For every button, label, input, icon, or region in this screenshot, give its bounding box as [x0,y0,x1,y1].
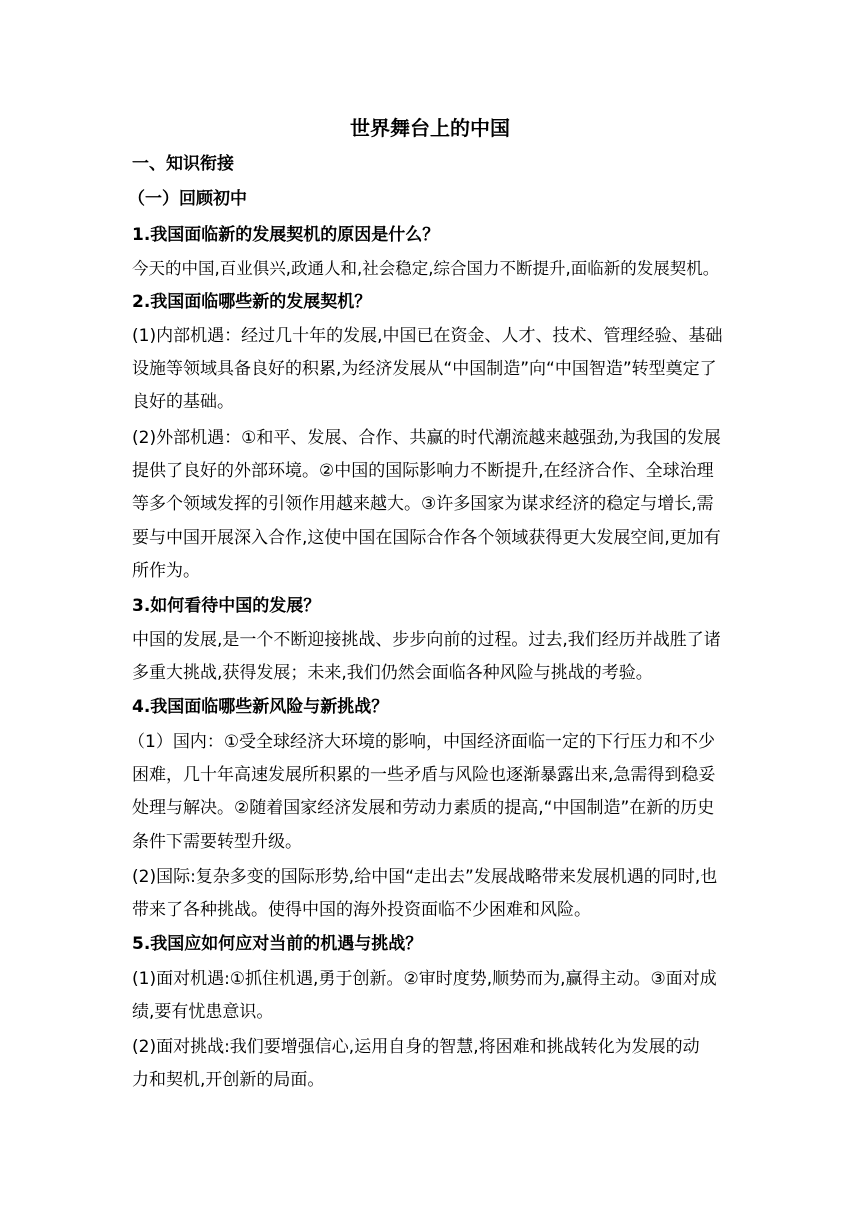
paragraph-line: 提供了良好的外部环境。②中国的国际影响力不断提升,在经济合作、全球治理 [132,461,714,481]
paragraph-line: 设施等领域具备良好的积累,为经济发展从“中国制造”向“中国智造”转型奠定了 [132,359,717,379]
paragraph-line: 困难，几十年高速发展所积累的一些矛盾与风险也逐渐暴露出来,急需得到稳妥 [132,765,716,785]
paragraph-line: 所作为。 [132,561,200,581]
paragraph-line: 多重大挑战,获得发展；未来,我们仍然会面临各种风险与挑战的考验。 [132,663,653,683]
document-title: 世界舞台上的中国 [350,116,510,140]
paragraph-line: 良好的基础。 [132,392,234,412]
section-heading: 一、知识衔接 [132,154,234,174]
paragraph-line: 带来了各种挑战。使得中国的海外投资面临不少困难和风险。 [132,900,591,920]
paragraph-line: 中国的发展,是一个不断迎接挑战、步步向前的过程。过去,我们经历并战胜了诸 [132,630,721,650]
paragraph-line: 处理与解决。②随着国家经济发展和劳动力素质的提高,“中国制造”在新的历史 [132,798,715,818]
paragraph-line: 要与中国开展深入合作,这使中国在国际合作各个领域获得更大发展空间,更加有 [132,528,721,548]
question-heading-3: 3.如何看待中国的发展？ [132,596,321,616]
question-heading-2: 2.我国面临哪些新的发展契机？ [132,292,372,312]
question-heading-5: 5.我国应如何应对当前的机遇与挑战？ [132,934,423,954]
paragraph-line: (1)面对机遇:①抓住机遇,勇于创新。②审时度势,顺势而为,赢得主动。③面对成 [132,969,717,989]
paragraph-line: （1）国内：①受全球经济大环境的影响，中国经济面临一定的下行压力和不少 [128,732,716,752]
paragraph-line: 今天的中国,百业俱兴,政通人和,社会稳定,综合国力不断提升,面临新的发展契机。 [132,259,720,278]
paragraph-line: 条件下需要转型升级。 [132,832,302,852]
paragraph-line: 绩,要有忧患意识。 [132,1002,274,1022]
question-heading-1: 1.我国面临新的发展契机的原因是什么？ [132,225,440,245]
subsection-heading: （一）回顾初中 [128,189,247,209]
paragraph-line: (2)面对挑战:我们要增强信心,运用自身的智慧,将困难和挑战转化为发展的动 [132,1037,700,1057]
paragraph-line: (1)内部机遇：经过几十年的发展,中国已在资金、人才、技术、管理经验、基础 [132,326,723,346]
paragraph-line: 等多个领域发挥的引领作用越来越大。③许多国家为谋求经济的稳定与增长,需 [132,494,714,514]
paragraph-line: (2)外部机遇：①和平、发展、合作、共赢的时代潮流越来越强劲,为我国的发展 [132,428,721,448]
paragraph-line: 力和契机,开创新的局面。 [132,1070,325,1090]
paragraph-line: (2)国际:复杂多变的国际形势,给中国“走出去”发展战略带来发展机遇的同时,也 [132,867,718,887]
question-heading-4: 4.我国面临哪些新风险与新挑战？ [132,697,389,717]
